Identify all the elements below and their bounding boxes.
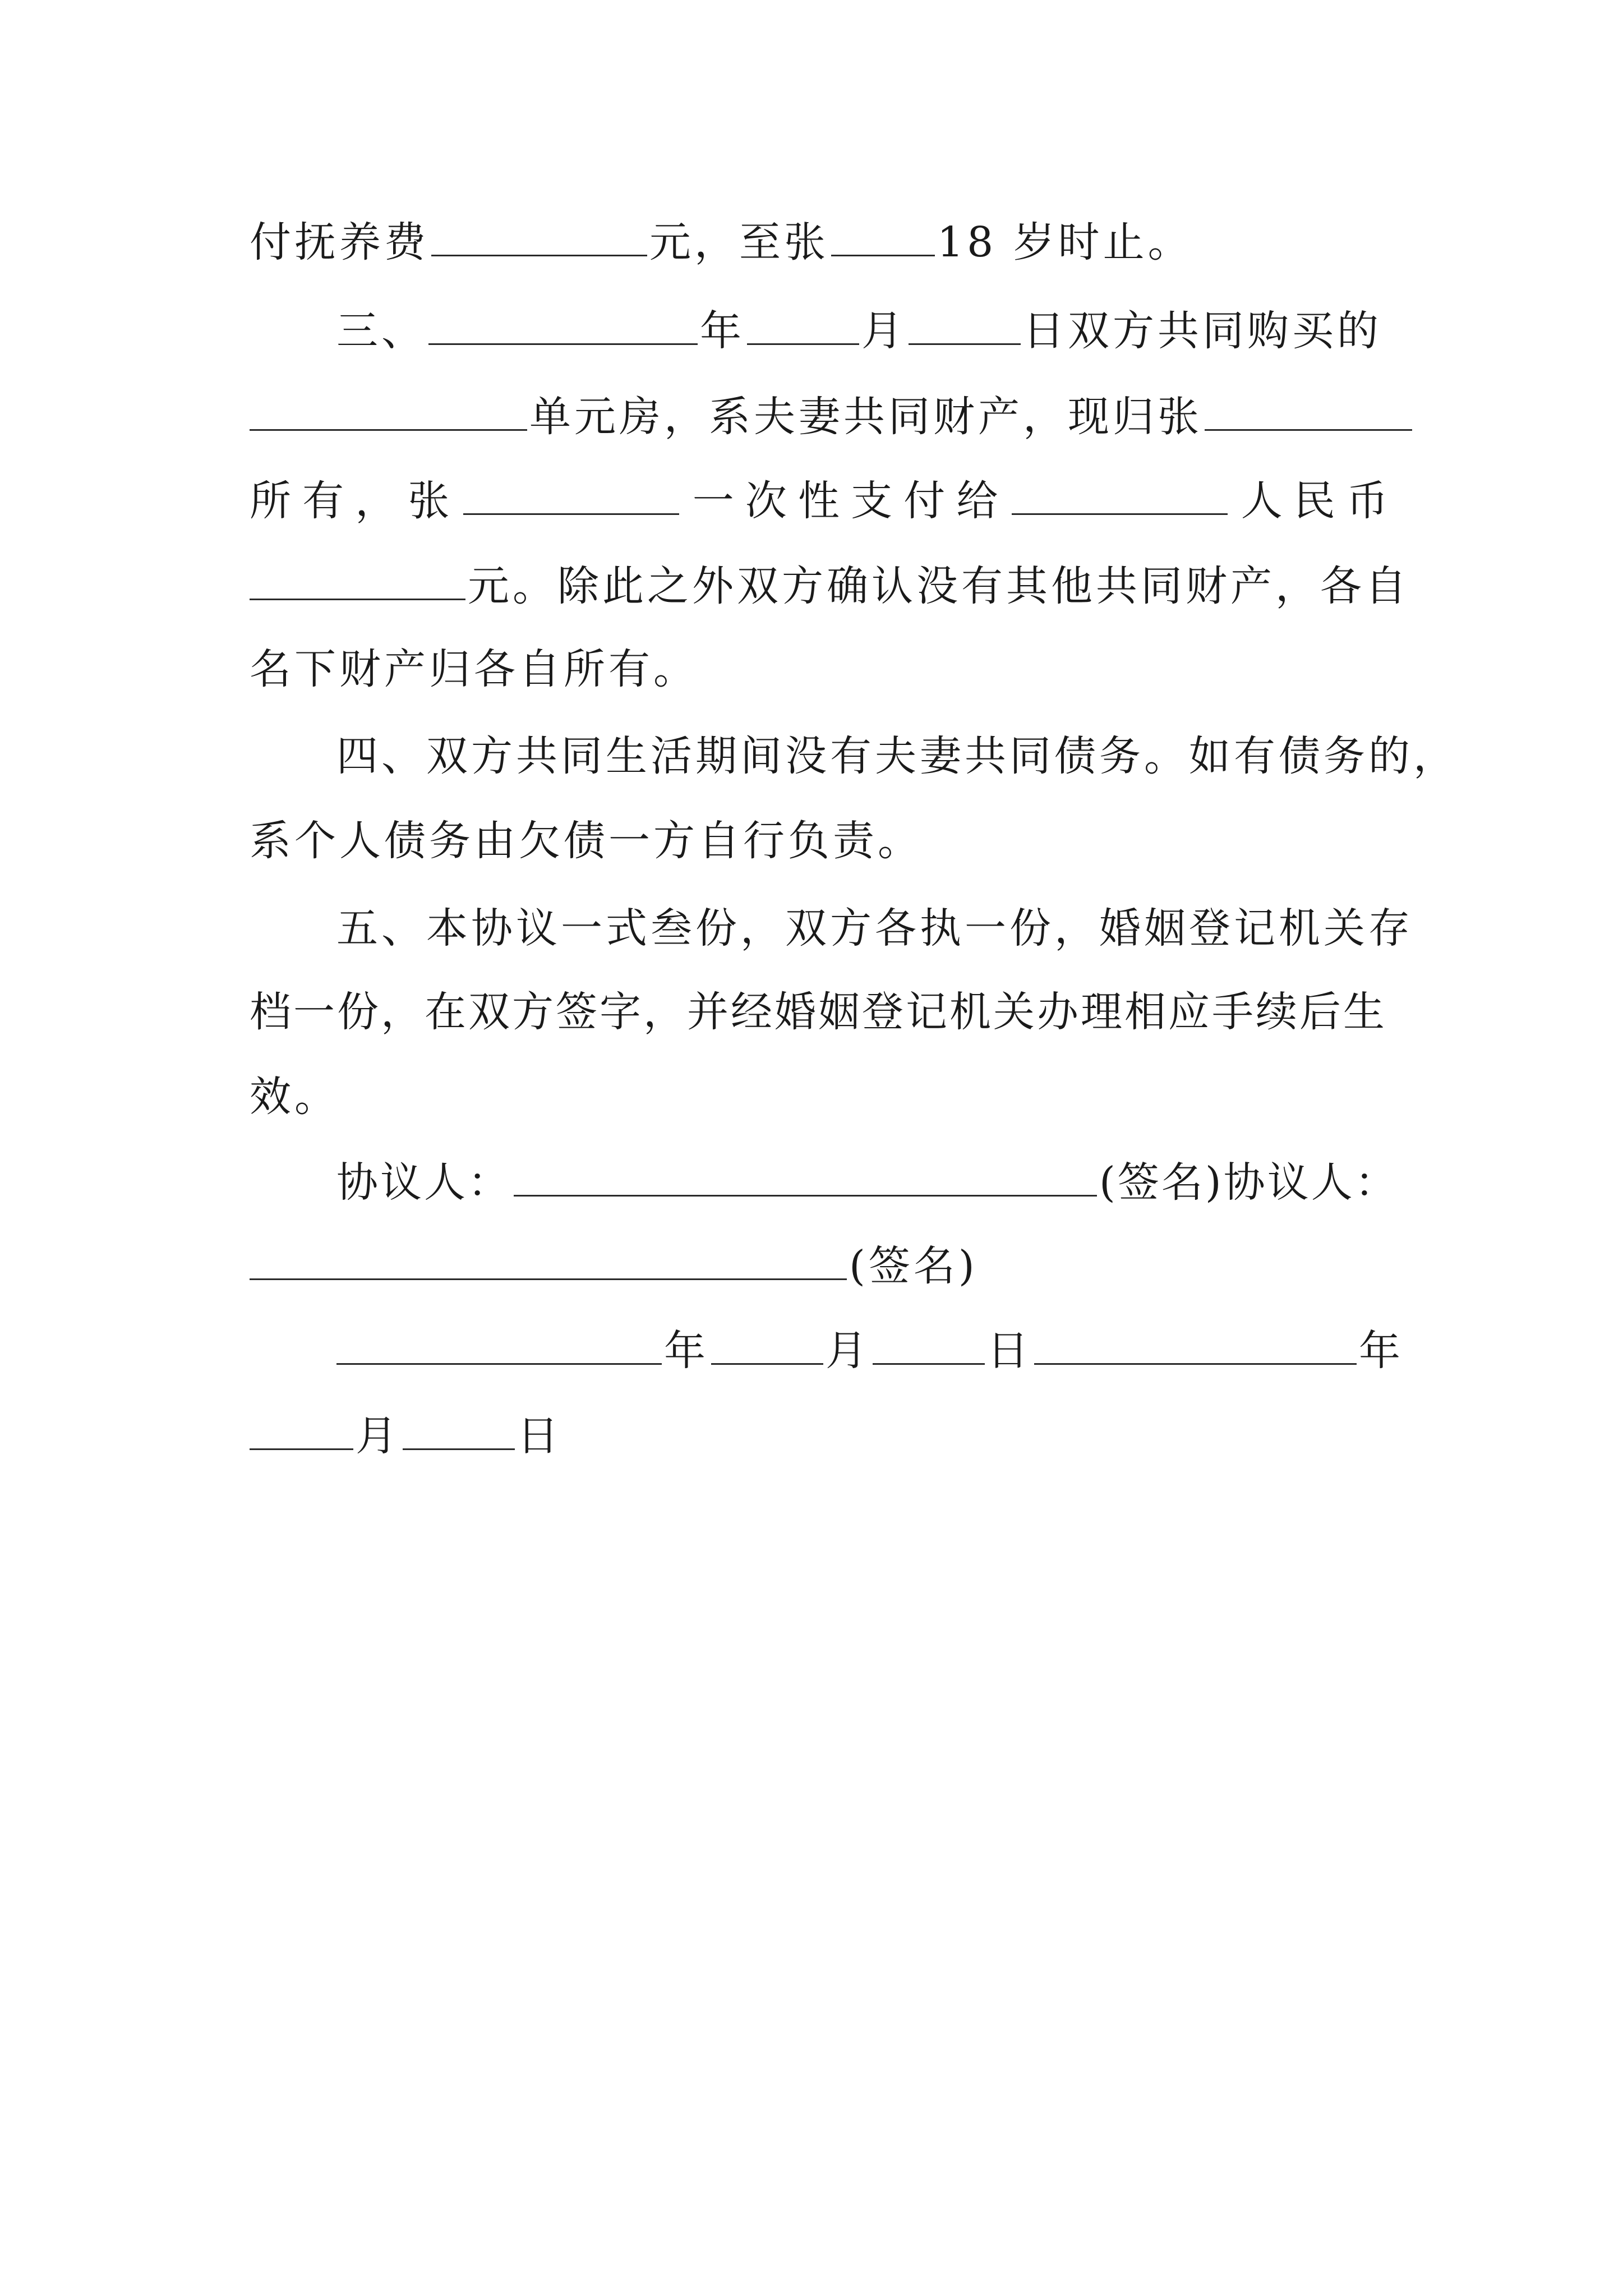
line-14 [336,1323,1475,1379]
blank-unit [250,390,527,431]
blank-year-2 [1034,1324,1357,1365]
text-day-1: 日 [987,1327,1032,1375]
text-section-5: 五、本协议一式叁份，双方各执一份，婚姻登记机关存 [336,904,1413,953]
line-3 [250,389,1388,445]
text-month-2: 月 [356,1412,400,1460]
text-char: 币 [1346,477,1388,525]
text-age-18: 18 岁时止。 [937,218,1193,266]
line-13 [250,1238,1388,1294]
blank-month-1 [711,1324,823,1365]
blank-rmb-amount [250,559,465,600]
blank-amount [431,215,647,256]
blank-day [909,304,1021,345]
text-char: 支 [851,477,893,525]
line-7 [336,728,1458,784]
line-6 [250,641,1388,697]
blank-payee [1012,474,1228,515]
text-char: 性 [797,477,840,525]
text-signing-effect: 档一份，在双方签字，并经婚姻登记机关办理相应手续后生 [250,988,1387,1036]
text-unit-property: 单元房，系夫妻共同财产，现归张 [529,393,1202,441]
line-9 [336,900,1413,956]
text-char: 所 [250,477,291,525]
line-15 [250,1408,1388,1464]
line-8 [250,813,1388,869]
line-10 [250,984,1388,1040]
blank-month-2 [250,1409,353,1450]
blank-signature-2 [250,1239,847,1280]
text-year-1: 年 [664,1327,709,1375]
text-char: 有 [302,477,344,525]
text-day-purchase: 日双方共同购买的 [1023,307,1382,355]
text-personal-debt: 系个人债务由欠债一方自行负责。 [250,817,923,865]
text-char: 民 [1293,477,1335,525]
text-effective: 效。 [250,1073,339,1121]
text-section-3: 三、 [336,307,426,355]
blank-month [747,304,859,345]
text-no-other-property: 元。除此之外双方确认没有其他共同财产，各自 [468,562,1410,610]
text-section-4: 四、双方共同生活期间没有夫妻共同债务。如有债务的， [336,732,1458,780]
text-sign: (签名) [849,1242,978,1290]
text-day-2: 日 [517,1412,562,1460]
text-month: 月 [861,307,906,355]
text-party-label: 协议人： [336,1158,511,1207]
text-year-2: 年 [1359,1327,1404,1375]
text-month-1: 月 [826,1327,870,1375]
text-year: 年 [700,307,745,355]
line-2 [336,303,1475,359]
text-char: 付 [903,477,946,525]
line-1 [250,214,1388,270]
text-char: 张 [408,477,450,525]
blank-payer [463,474,679,515]
blank-day-2 [403,1409,515,1450]
line-5 [250,558,1410,614]
blank-year-1 [336,1324,662,1365]
text-sign-party: (签名)协议人： [1099,1158,1399,1207]
text-yuan-until: 元，至张 [649,218,829,266]
blank-year [428,304,698,345]
text-char: ， [355,477,397,525]
text-char: 给 [956,477,998,525]
text-char: 人 [1241,477,1283,525]
blank-signature-1 [514,1156,1097,1197]
blank-child-name [831,215,935,256]
blank-owner [1205,390,1412,431]
text-own-property: 名下财产归各自所有。 [250,645,698,693]
blank-day-1 [873,1324,985,1365]
line-12 [336,1154,1402,1211]
text-char: 一 [692,477,734,525]
line-4 [250,473,1388,529]
text-char: 次 [745,477,787,525]
line-11 [250,1069,1388,1125]
text-child-support: 付抚养费 [250,218,429,266]
